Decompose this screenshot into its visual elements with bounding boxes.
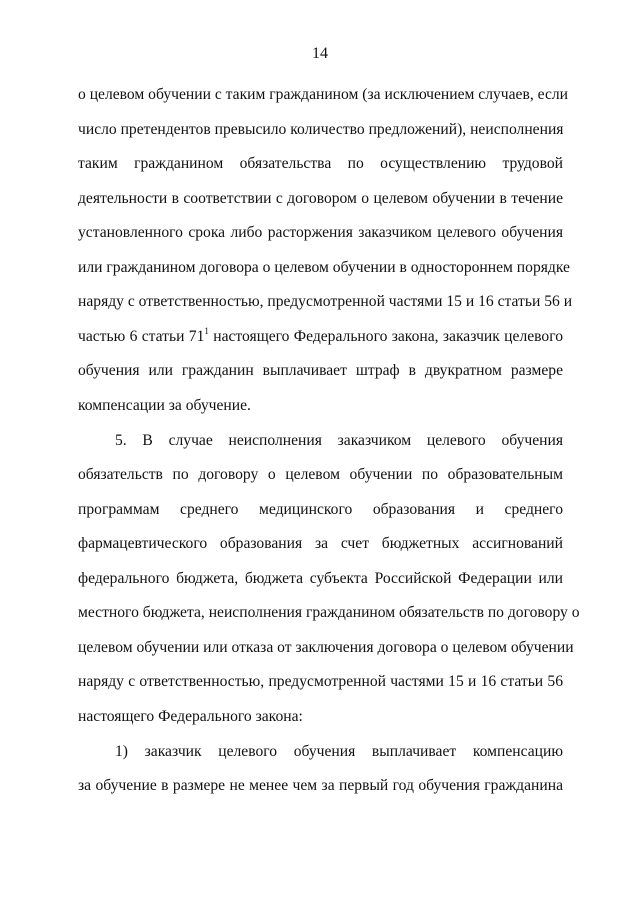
- text-line: деятельности в соответствии с договором о целевом обучении в течение: [78, 190, 563, 207]
- text-line-with-superscript: [78, 327, 563, 347]
- text-line: число претендентов превысило количество предложений), неисполнения: [78, 121, 564, 138]
- text-line: установленного срока либо расторжения заказчиком целевого обучения: [78, 224, 563, 241]
- text-line: наряду с ответственностью, предусмотренной частями 15 и 16 статьи 56: [78, 673, 563, 690]
- text-line: местного бюджета, неисполнения гражданином обязательств по договору о: [78, 604, 580, 621]
- text-line: фармацевтического образования за счет бюджетных ассигнований: [78, 535, 563, 552]
- text-line: целевом обучении или отказа от заключения договора о целевом обучении: [78, 639, 574, 656]
- text-fragment: частью 6 статьи 71: [78, 328, 205, 345]
- list-item-start-line: 1) заказчик целевого обучения выплачивает компенсацию: [115, 743, 563, 760]
- text-line: федерального бюджета, бюджета субъекта Российской Федерации или: [78, 570, 563, 587]
- text-line: о целевом обучении с таким гражданином (за исключением случаев, если: [78, 86, 568, 103]
- text-line: обучения или гражданин выплачивает штраф в двукратном размере: [78, 362, 563, 379]
- paragraph-start-line: 5. В случае неисполнения заказчиком целевого обучения: [115, 432, 563, 449]
- text-line: или гражданином договора о целевом обучении в одностороннем порядке: [78, 259, 570, 276]
- text-line: настоящего Федерального закона:: [78, 708, 303, 725]
- superscript: 1: [204, 326, 209, 336]
- page-number: 14: [312, 45, 328, 62]
- text-line: обязательств по договору о целевом обучении по образовательным: [78, 466, 563, 483]
- text-line: таким гражданином обязательства по осуществлению трудовой: [78, 155, 563, 172]
- text-line: за обучение в размере не менее чем за первый год обучения гражданина: [78, 777, 563, 794]
- text-line: компенсации за обучение.: [78, 397, 251, 414]
- text-line: наряду с ответственностью, предусмотренной частями 15 и 16 статьи 56 и: [78, 293, 573, 310]
- text-fragment: настоящего Федерального закона, заказчик целевого: [208, 328, 564, 345]
- text-line: программам среднего медицинского образования и среднего: [78, 501, 563, 518]
